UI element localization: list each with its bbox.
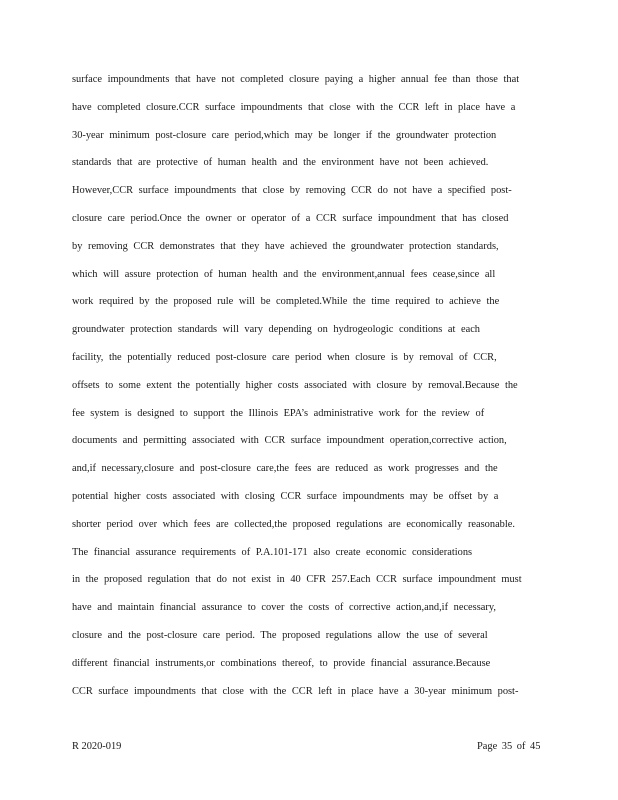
text-line: shorter period over which fees are collected,the proposed regulations are economically reasonable. [72, 518, 515, 530]
footer-docket-number: R 2020-019 [72, 741, 122, 752]
text-line: have and maintain financial assurance to cover the costs of corrective action,and,if necessary, [72, 602, 496, 614]
text-line: closure and the post-closure care period. The proposed regulations allow the use of several [72, 629, 488, 641]
text-line: work required by the proposed rule will be completed.While the time required to achieve the [72, 296, 500, 308]
text-line: However,CCR surface impoundments that close by removing CCR do not have a specified post- [72, 185, 512, 197]
text-line: which will assure protection of human health and the environment,annual fees cease,since all [72, 268, 496, 280]
footer-page-number: Page 35 of 45 [477, 741, 541, 752]
text-line: documents and permitting associated with CCR surface impoundment operation,corrective action, [72, 435, 507, 447]
text-line: offsets to some extent the potentially higher costs associated with closure by removal.Because the [72, 379, 518, 391]
text-line: 30-year minimum post-closure care period,which may be longer if the groundwater protection [72, 129, 497, 141]
text-line: standards that are protective of human health and the environment have not been achieved. [72, 157, 489, 169]
text-line: have completed closure.CCR surface impoundments that close with the CCR left in place have a [72, 101, 516, 113]
text-line: different financial instruments,or combinations thereof, to provide financial assurance.Because [72, 657, 491, 669]
text-line: closure care period.Once the owner or operator of a CCR surface impoundment that has closed [72, 212, 509, 224]
text-line: and,if necessary,closure and post-closure care,the fees are reduced as work progresses and the [72, 463, 498, 475]
body-text [72, 70, 552, 709]
text-line: facility, the potentially reduced post-closure care period when closure is by removal of CCR, [72, 351, 497, 363]
text-line: surface impoundments that have not completed closure paying a higher annual fee than those that [72, 74, 520, 85]
text-line: by removing CCR demonstrates that they have achieved the groundwater protection standards, [72, 240, 499, 252]
text-line: fee system is designed to support the Illinois EPA’s administrative work for the review of [72, 407, 485, 419]
text-line: CCR surface impoundments that close with the CCR left in place have a 30-year minimum post- [72, 685, 519, 697]
text-line: potential higher costs associated with closing CCR surface impoundments may be offset by a [72, 490, 499, 502]
text-line: groundwater protection standards will vary depending on hydrogeologic conditions at each [72, 324, 480, 336]
text-line: in the proposed regulation that do not exist in 40 CFR 257.Each CCR surface impoundment must [72, 574, 522, 586]
text-line: The financial assurance requirements of P.A.101-171 also create economic considerations [72, 546, 473, 558]
